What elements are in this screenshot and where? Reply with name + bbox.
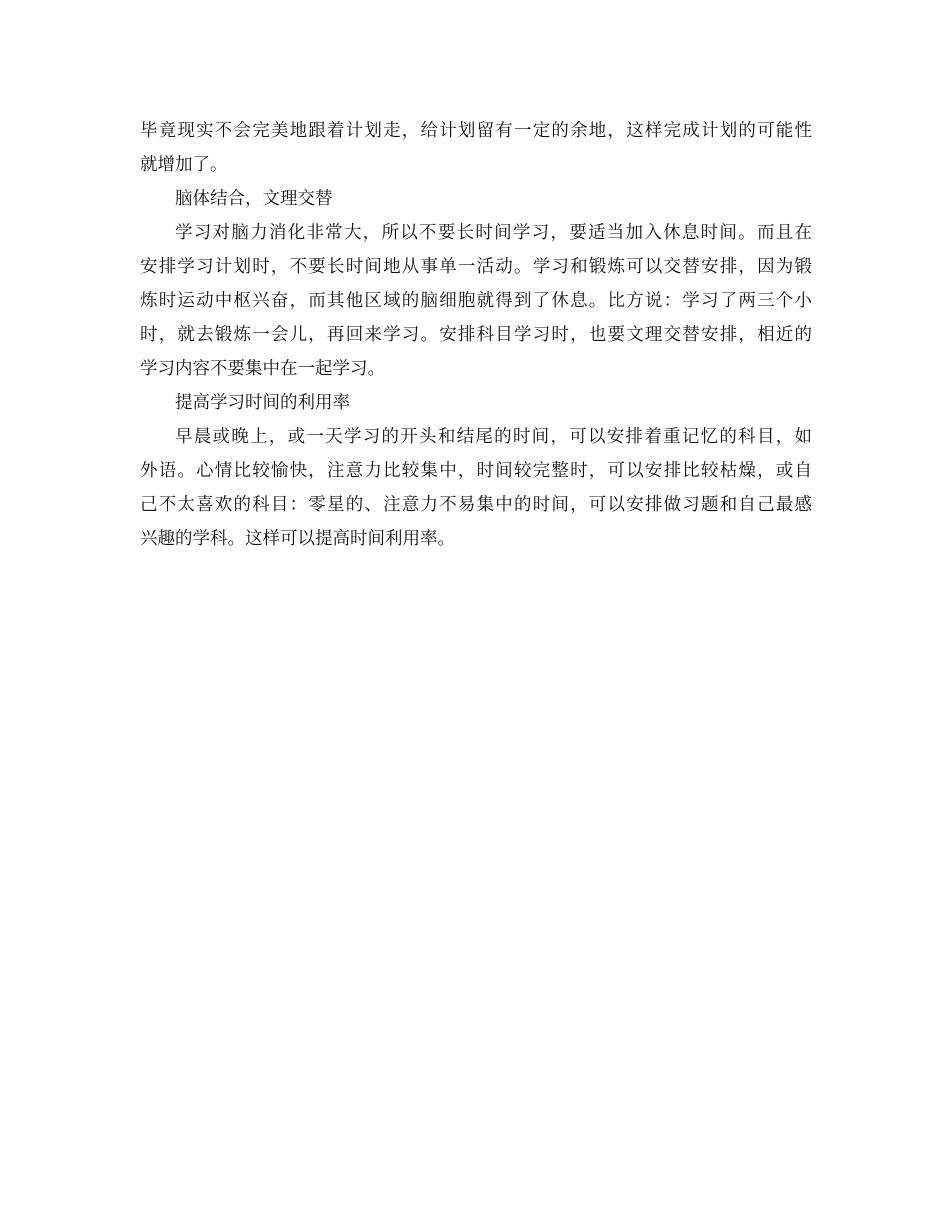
section-heading-brain-body: [140, 182, 812, 216]
text-line: 炼时运动中枢兴奋，而其他区域的脑细胞就得到了休息。比方说：学习了两三个小: [140, 291, 812, 311]
document-body: [140, 114, 812, 556]
text-line: 时，就去锻炼一会儿，再回来学习。安排科目学习时，也要文理交替安排，相近的: [140, 325, 812, 345]
text-line: 学习内容不要集中在一起学习。: [140, 359, 385, 379]
section-heading: 脑体结合，文理交替: [175, 189, 333, 209]
text-line: 兴趣的学科。这样可以提高时间利用率。: [140, 529, 455, 549]
paragraph-brain-body: [140, 216, 812, 386]
text-line: 外语。心情比较愉快，注意力比较集中，时间较完整时，可以安排比较枯燥，或自: [140, 461, 812, 481]
text-line: 己不太喜欢的科目：零星的、注意力不易集中的时间，可以安排做习题和自己最感: [140, 495, 812, 515]
text-line: 早晨或晚上，或一天学习的开头和结尾的时间，可以安排着重记忆的科目，如: [175, 427, 812, 447]
text-line: 就增加了。: [140, 155, 228, 175]
text-line: 毕竟现实不会完美地跟着计划走，给计划留有一定的余地，这样完成计划的可能性: [140, 121, 812, 141]
text-line: 学习对脑力消化非常大，所以不要长时间学习，要适当加入休息时间。而且在: [175, 223, 812, 243]
paragraph-continuation: [140, 114, 812, 182]
text-line: 安排学习计划时，不要长时间地从事单一活动。学习和锻炼可以交替安排，因为锻: [140, 257, 812, 277]
section-heading-time-utilization: [140, 386, 812, 420]
paragraph-time-utilization: [140, 420, 812, 556]
section-heading: 提高学习时间的利用率: [175, 393, 350, 413]
